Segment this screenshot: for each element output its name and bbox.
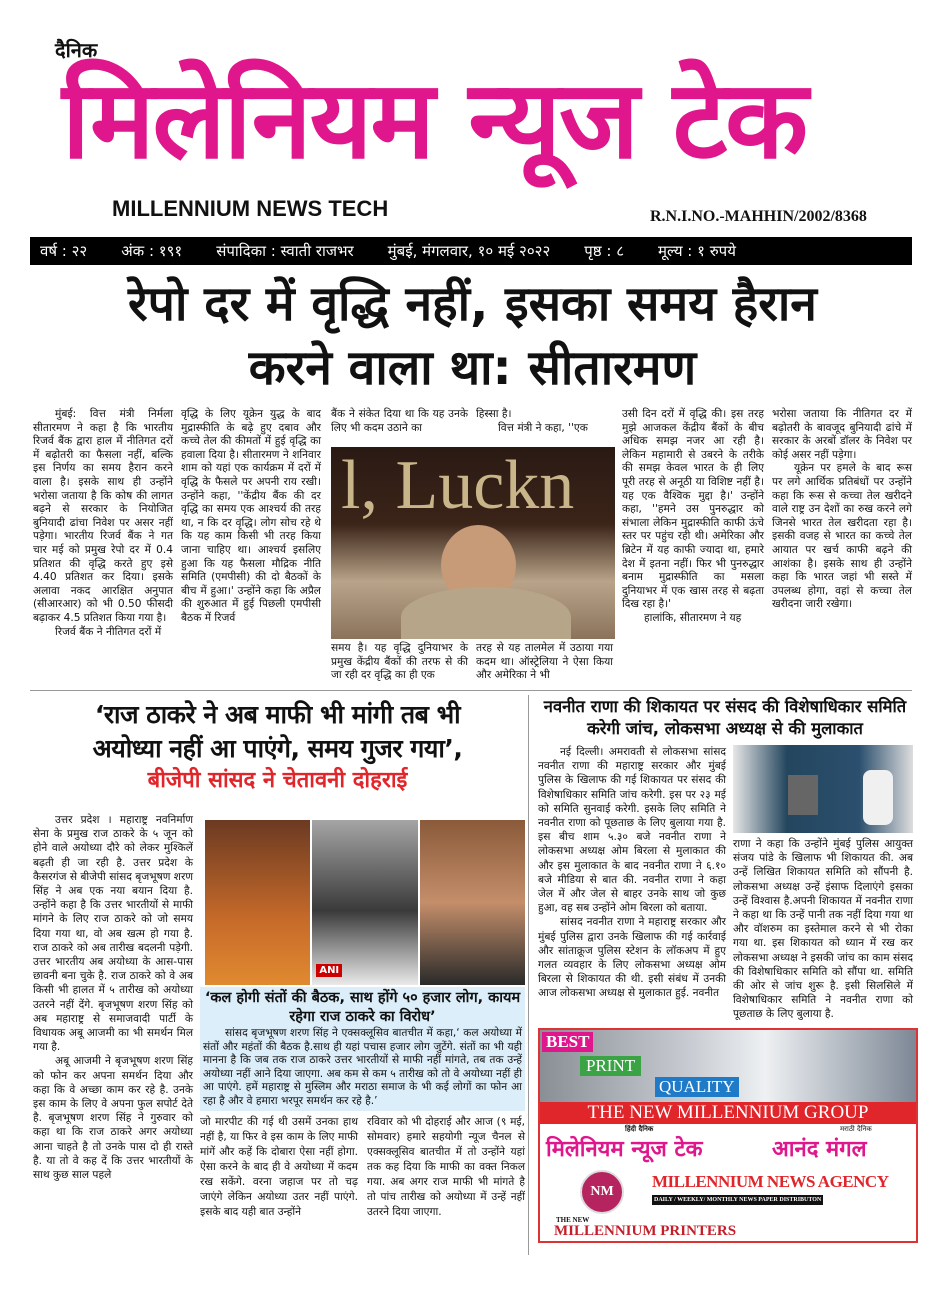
raj-photos	[205, 820, 525, 985]
paragraph: हालांकि, सीतारमण ने यह	[644, 611, 742, 624]
raj-headline-2: अयोध्या नहीं आ पाएंगे, समय गुजर गया’,	[92, 734, 463, 763]
person-icon	[863, 770, 893, 825]
ad-marathi-daily: मराठी दैनिक	[840, 1124, 872, 1133]
rana-right	[733, 745, 913, 1022]
lead-column-6	[772, 408, 912, 612]
ad-hindi-daily: हिंदी दैनिक	[625, 1124, 654, 1133]
divider	[30, 690, 912, 691]
paragraph: रिजर्व बैंक ने नीतिगत दरों में	[55, 625, 162, 638]
quote-title: ‘कल होगी संतों की बैठक, साथ होंगे ५० हजार लोग, कायम रहेगा राज ठाकरे का विरोध’	[204, 990, 521, 1025]
paragraph: तरह से यह तालमेल में उठाया गया कदम था। ऑस्ट्रेलिया ने ऐसा किया और अमेरिका ने भी	[476, 642, 613, 682]
paragraph: यूक्रेन पर हमले के बाद रूस पर लगे आर्थिक प्रतिबंधों पर उन्होंने कहा कि रूस से कच्चा तेल खरीदने वाले राष्ट्र उन देशों का रुख करने लगे जिनसे भारत तेल खरीदता रहा है। इसकी वजह से भारत का कच्चे तेल आयात पर खर्च काफी बढ़ने की आशंका है। इसके साथ ही उन्होंने कहा कि भारत जहां भी सस्ते में उपलब्ध होगा, वहां से कच्चा तेल खरीदना जारी रखेगा।	[772, 462, 912, 611]
lead-headline-2: करने वाला था: सीतारमण	[248, 340, 697, 396]
quote-box	[200, 987, 525, 1111]
rana-body	[535, 745, 915, 1022]
raj-right-block	[200, 820, 525, 1220]
daily-label: दैनिक	[55, 38, 98, 62]
paragraph: उसी दिन दरों में वृद्धि की। इस तरह मुझे आजकल केंद्रीय बैंकों के बीच अधिक समझ नजर आ रही है। लेकिन महामारी से उबरने के तरीके की समझ केवल भारत के ही लिए पूरी तरह से अनूठी या विशिष्ट नहीं है। यह एक वैश्विक मुद्दा है।' उन्होंने कहा, ''हमने उस पुनरुद्धार को संभाला लेकिन मुद्रास्फीति काफी ऊंचे स्तर पर पहुंच रही थी। अमेरिका और ब्रिटेन में यह काफी ज्यादा था, हमारे देश में इतना नहीं। फिर भी पुनरुद्धार बनाम मुद्रास्फीति का मसला दुनियाभर में एक खास तरह से बढ़ता दिख रहा है।'	[622, 408, 764, 611]
raj-headline-1: ‘राज ठाकरे ने अब माफी भी मांगी तब भी	[94, 700, 461, 729]
lead-column-3-top	[331, 408, 468, 435]
ad-best: BEST	[542, 1032, 593, 1052]
lead-headline	[20, 272, 925, 400]
price: मूल्य : १ रुपये	[658, 242, 736, 260]
paragraph: अबू आजमी ने बृजभूषण शरण सिंह को फोन कर अपना समर्थन दिया और कहा कि वे अच्छा काम कर रहे है. उनके इस काम के लिए वे अपना फुल सपोर्ट देते है. बृजभूषण शरण सिंह ने गुरुवार को कहा था कि राज ठाकरे अगर अयोध्या आना चाहते है तो उनके पास दो ही रास्ते है. या तो वे कह दें कि उत्तर भारतीयों के साथ कुछ साल पहले	[33, 1055, 193, 1182]
info-bar	[30, 237, 912, 265]
abu-azmi-photo	[420, 820, 525, 985]
paragraph: वित्त मंत्री ने कहा, ''एक	[498, 421, 588, 434]
lead-column-5	[622, 408, 764, 626]
lead-column-4-bottom	[476, 642, 613, 683]
rana-meeting-photo	[733, 745, 913, 833]
sitharaman-photo: l, Luckn	[331, 447, 615, 639]
masthead-title: मिलेनियम न्यूज टेक	[62, 58, 807, 183]
lead-headline-1: रेपो दर में वृद्धि नहीं, इसका समय हैरान	[128, 276, 817, 332]
raj-column-3	[367, 1115, 525, 1220]
masthead-title-english: MILLENNIUM NEWS TECH	[112, 196, 389, 221]
paragraph: राणा ने कहा कि उन्होंने मुंबई पुलिस आयुक्त संजय पांडे के खिलाफ भी शिकायत की. अब उन्हें लिखित शिकायत समिति को सौंपनी है. लोकसभा अध्यक्ष उन्हें इंसाफ दिलाएंगे इसका उन्हें विश्वास है.अपनी शिकायत में नवनीत राणा ने कहा था कि उन्हें पानी तक नहीं दिया गया था और वॉशरुम का इस्तेमाल करने से भी रोका गया था. इस शिकायत को ध्यान में रख कर लोकसभा अध्यक्ष ने इसकी जांच का काम संसद की विशेषाधिकार समिति को सौंपा था. समिति की ओर से जांच शुरू है. इसी सिलसिले में विशेषाधिकार समिति ने नवनीत राणा को पूछताछ के लिए बुलाया है.	[733, 838, 913, 1021]
paragraph: उत्तर प्रदेश । महाराष्ट्र नवनिर्माण सेना के प्रमुख राज ठाकरे के ५ जून को होने वाले अयोध्या दौरे को लेकर मुश्किलें बढ़ती ही जा रही है. उत्तर प्रदेश के कैसरगंज से बीजेपी सांसद बृजभूषण शरण सिंह ने अब एक नया बयान दिया है. उन्होंने कहा है कि उत्तर भारतीयों से माफी मांगने के लिए राज ठाकरे को जो समय दिया गया था, वो अब खत्म हो गया है. राज ठाकरे को अब तारीख बदलनी पड़ेगी. उत्तर भारतीय अब अयोध्या के आस-पास छावनी बना चुके है. राज ठाकरे को वे अब किसी भी हालत में ५ तारीख को अयोध्या उतरने नहीं देंगे. बृजभूषण शरण सिंह को अब महाराष्ट्र से समाजवादी पार्टी के विधायक अबू आजमी का भी समर्थन मिल गया है.	[33, 814, 193, 1054]
ad-agency: MILLENNIUM NEWS AGENCY	[652, 1171, 889, 1191]
dateline: मुंबई, मंगलवार, १० मई २०२२	[387, 242, 551, 260]
paragraph: जो मारपीट की गई थी उसमें उनका हाथ नहीं है, या फिर वे इस काम के लिए माफी मांगें और कहें कि दोबारा ऐसा नहीं होगा. ऐसा करने के बाद ही वे अयोध्या में कदम रख सकेंगे. वरना जहाज पर तो चढ़ जाएंगे लेकिन अयोध्या उतर नहीं पाएंगे. इसके बाद यही बात उन्होंने	[200, 1115, 358, 1218]
ad-print: PRINT	[580, 1056, 641, 1076]
raj-column-1	[33, 813, 193, 1182]
paragraph: सांसद नवनीत राणा ने महाराष्ट्र सरकार और मुंबई पुलिस द्वारा उनके खिलाफ की गई कार्रवाई और सांताक्रूज पुलिस स्टेशन के लॉकअप में हुए गलत व्यवहार के लिए लोकसभा अध्यक्ष ओम बिरला से शिकायत की थी. इसी संबंध में उनकी आज लोकसभा अध्यक्ष से मुलाकात हुई. नवनीत	[538, 916, 726, 1000]
divider	[528, 695, 529, 1255]
ad-group: THE NEW MILLENNIUM GROUP	[540, 1102, 916, 1124]
lead-column-3-bottom	[331, 642, 468, 683]
ad-paper-2: आनंद मंगल	[772, 1136, 867, 1162]
paragraph: हिस्सा है।	[476, 408, 512, 420]
paragraph: वृद्धि के लिए यूक्रेन युद्ध के बाद मुद्रास्फीति के बढ़े हुए दबाव और कच्चे तेल की कीमतों में हुई वृद्धि का हवाला दिया है। सीतारमण ने शनिवार शाम को यहां एक कार्यक्रम में दरों में वृद्धि के फैसले पर अपनी राय रखी। उन्होंने कहा, ''केंद्रीय बैंक की दर वृद्धि का समय एक आश्चर्य की तरह था, न कि दर वृद्धि। लोग सोच रहे थे कि यह काम किसी भी तरह किया जाना चाहिए था। आश्चर्य इसलिए हुआ कि यह फैसला मौद्रिक नीति समिति (एमपीसी) की दो बैठकों के बीच में हुआ।' उन्होंने कहा कि अप्रैल की शुरुआत में हुई पिछली एमपीसी बैठक में रिजर्व	[181, 408, 321, 624]
paragraph: बैंक ने संकेत दिया था कि यह उनके लिए भी कदम उठाने का	[331, 408, 468, 434]
paragraph: रविवार को भी दोहराई और आज (९ मई, सोमवार) हमारे सहयोगी न्यूज चैनल से एक्सक्लूसिव बातचीत में तो उन्होंने यहां तक कह दिया कि माफी का वक्त निकल गया. अब अगर राज माफी भी मांगते है तो पांच तारीख को अयोध्या में उन्हें नहीं उतरने दिया जाएगा.	[367, 1115, 525, 1218]
rana-headline: नवनीत राणा की शिकायत पर संसद की विशेषाधिकार समिति करेगी जांच, लोकसभा अध्यक्ष से की मुलाकात	[543, 697, 907, 738]
ad-agency-sub: DAILY / WEEKLY/ MONTHLY NEWS PAPER DISTRIBUTON	[654, 1196, 822, 1203]
rni-number: R.N.I.NO.-MAHHIN/2002/8368	[650, 208, 867, 225]
raj-thackeray-photo	[312, 820, 417, 985]
lead-column-4-top	[476, 408, 613, 435]
lead-column-2	[181, 408, 321, 626]
rana-block	[535, 696, 915, 1243]
raj-headline	[30, 698, 525, 796]
editor: संपादिका : स्वाती राजभर	[216, 242, 354, 260]
paragraph: मुंबई: वित्त मंत्री निर्मला सीतारमण ने कहा है कि भारतीय रिजर्व बैंक द्वारा हाल में नीतिगत दरों में बढ़ोतरी का फैसला नहीं, बल्कि इस निर्णय का समय हैरान करने वाला है। इसके साथ ही उन्होंने भरोसा जताया है कि कोष की लागत बढ़ने से सरकार के नियोजित बुनियादी ढांचा निवेश पर असर नहीं पड़ेगा। भारतीय रिजर्व बैंक ने गत चार मई को प्रमुख रेपो दर में 0.4 प्रतिशत की वृद्धि करते हुए इसे 4.40 प्रतिशत कर दिया। इसके अलावा नकद आरक्षित अनुपात (सीआरआर) को भी 0.50 फीसदी बढ़ाकर 4.5 प्रतिशत किया गया है।	[33, 408, 173, 624]
rana-column-1	[538, 745, 726, 1022]
ad-quality: QUALITY	[655, 1077, 739, 1097]
paragraph: समय है। यह वृद्धि दुनियाभर के प्रमुख केंद्रीय बैंकों की तरफ से की जा रही दर वृद्धि का ही एक	[331, 642, 468, 682]
ad-printers: MILLENNIUM PRINTERS	[554, 1222, 737, 1239]
year: वर्ष : २२	[40, 242, 88, 260]
paragraph: भरोसा जताया कि नीतिगत दर में बढ़ोतरी के बावजूद बुनियादी ढांचे में सरकार के अरबों डॉलर के निवेश पर कोई असर नहीं पड़ेगा।	[772, 408, 912, 461]
page-number: पृष्ठ : ८	[584, 242, 625, 260]
ad-printers-pre: THE NEW	[556, 1215, 590, 1224]
advertisement	[538, 1028, 918, 1243]
ad-paper-1: मिलेनियम न्यूज टेक	[546, 1136, 703, 1162]
issue: अंक : १९१	[121, 242, 183, 260]
raj-column-2	[200, 1115, 358, 1220]
ad-logo: NM	[580, 1170, 624, 1214]
lead-column-1	[33, 408, 173, 639]
paragraph: सांसद बृजभूषण शरण सिंह ने एक्सक्लूसिव बातचीत में कहा,‘ कल अयोध्या में संतों और महंतों की बैठक है.साथ ही यहां पचास हजार लोग जुटेंगे. संतों का भी यही मानना है कि जब तक राज ठाकरे उत्तर भारतीयों से माफी नहीं मांगते, तब तक उन्हें अयोध्या नहीं आने दिया जाएगा. अब कम से कम ५ तारीख को तो वे अयोध्या नहीं ही आ पाएंगे. हमें महाराष्ट्र से मुस्लिम और मराठा समाज के भी कई लोगों का फोन आ रहा है और वे हमारा भरपूर समर्थन कर रहे है.’	[203, 1027, 522, 1107]
ani-label: ANI	[316, 964, 342, 977]
quote-body	[203, 1027, 522, 1109]
raj-subhead: बीजेपी सांसद ने चेतावनी दोहराई	[147, 768, 408, 793]
chair-icon	[788, 775, 818, 815]
raj-lower-columns	[200, 1115, 525, 1220]
rana-column-2	[733, 837, 913, 1022]
brijbhushan-photo	[205, 820, 310, 985]
paragraph: नई दिल्ली। अमरावती से लोकसभा सांसद नवनीत राणा की महाराष्ट्र सरकार और मुंबई पुलिस के खिलाफ की गई शिकायत पर संसद की विशेषाधिकार समिति जांच करेगी. इस पर २३ मई को समिति सुनवाई करेगी. इसके लिए समिति ने नवनीत राणा को पूछताछ के लिए बुलाया गया है. इस बीच शाम ५.३० बजे नवनीत राणा ने लोकसभा अध्यक्ष ओम बिरला से मुलाकात की और इस मुलाकात के बाद नवनीत राणा ने ६.१० बजे मीडिया से बात की. नवनीत राणा ने कहा जेल में और जेल से बाहर उनके साथ जो कुछ हुआ, वह सब उन्होंने ओम बिरला को बताया.	[538, 746, 726, 915]
